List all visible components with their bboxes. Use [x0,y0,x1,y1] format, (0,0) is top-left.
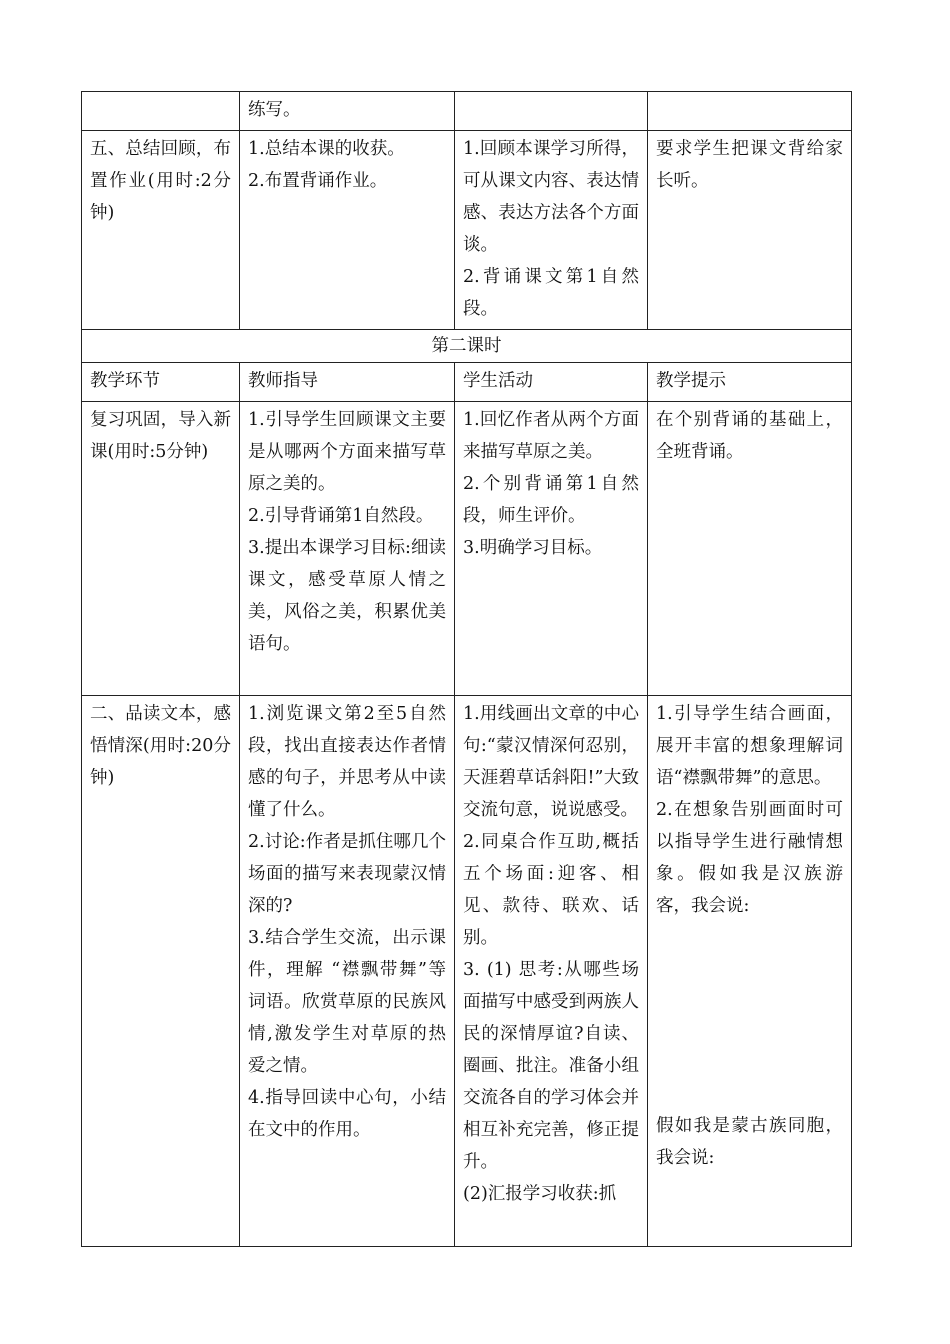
teacher-item: 3.提出本课学习目标:细读课文，感受草原人情之美，风俗之美，积累优美语句。 [248,538,446,654]
tips-item: 要求学生把课文背给家长听。 [656,139,843,191]
teacher-item: 2.引导背诵第1自然段。 [248,506,434,526]
header-tips: 教学提示 [648,363,852,402]
student-item: 2.个别背诵第1自然段，师生评价。 [463,474,639,526]
section-title: 第二课时 [82,330,852,363]
tips-cell [648,92,852,131]
table-row [82,92,852,131]
teacher-item: 1.总结本课的收获。 [248,139,405,159]
teacher-item: 1.引导学生回顾课文主要是从哪两个方面来描写草原之美的。 [248,410,446,494]
stage-cell [82,92,240,131]
student-cell [455,402,648,696]
table-row [82,402,852,696]
stage-cell: 复习巩固，导入新课(用时:5分钟) [82,402,240,696]
teacher-item: 1.浏览课文第2至5自然段，找出直接表达作者情感的句子，并思考从中读懂了什么。 [248,704,446,820]
tips-cell [648,696,852,1247]
header-row [82,363,852,402]
teacher-item: 2.布置背诵作业。 [248,171,388,191]
tips-item: 在个别背诵的基础上，全班背诵。 [656,410,843,462]
stage-cell: 五、总结回顾，布置作业(用时:2分钟) [82,131,240,330]
student-item: 1.用线画出文章的中心句:“蒙汉情深何忍别，天涯碧草话斜阳!”大致交流句意，说说感受。 [463,704,639,820]
teacher-item: 2.讨论:作者是抓住哪几个场面的描写来表现蒙汉情深的? [248,832,446,916]
teacher-cell [240,402,455,696]
tips-item: 2.在想象告别画面时可以指导学生进行融情想象。假如我是汉族游客，我会说: [656,800,843,916]
tips-item: 假如我是蒙古族同胞，我会说: [656,1116,843,1168]
header-teacher: 教师指导 [240,363,455,402]
tips-cell [648,402,852,696]
student-cell [455,696,648,1247]
stage-cell: 二、品读文本，感悟情深(用时:20分钟) [82,696,240,1247]
student-item: (2)汇报学习收获:抓 [463,1184,617,1204]
student-item: 3.明确学习目标。 [463,538,603,558]
student-cell [455,131,648,330]
teacher-cell [240,131,455,330]
section-title-row [82,330,852,363]
header-stage: 教学环节 [82,363,240,402]
teacher-item: 3.结合学生交流，出示课件，理解 “襟飘带舞”等词语。欣赏草原的民族风情,激发学生对草原的热爱之情。 [248,928,446,1076]
teacher-item: 练写。 [248,100,301,120]
student-item: 3. (1) 思考:从哪些场面描写中感受到两族人民的深情厚谊?自读、圈画、批注。准备小组交流各自的学习体会并相互补充完善，修正提升。 [463,960,639,1172]
tips-item: 1.引导学生结合画面，展开丰富的想象理解词语“襟飘带舞”的意思。 [656,704,843,788]
teacher-cell [240,696,455,1247]
teacher-item: 4.指导回读中心句，小结在文中的作用。 [248,1088,446,1140]
tips-cell [648,131,852,330]
student-cell [455,92,648,131]
student-item: 1.回顾本课学习所得，可从课文内容、表达情感、表达方法各个方面谈。 [463,139,639,255]
student-item: 2.同桌合作互助,概括五个场面:迎客、相见、款待、联欢、话别。 [463,832,639,948]
teacher-cell [240,92,455,131]
student-item: 1.回忆作者从两个方面来描写草原之美。 [463,410,639,462]
table-row [82,131,852,330]
header-student: 学生活动 [455,363,648,402]
lesson-plan-table [81,91,852,1247]
student-item: 2.背诵课文第1自然段。 [463,267,639,319]
table-row [82,696,852,1247]
